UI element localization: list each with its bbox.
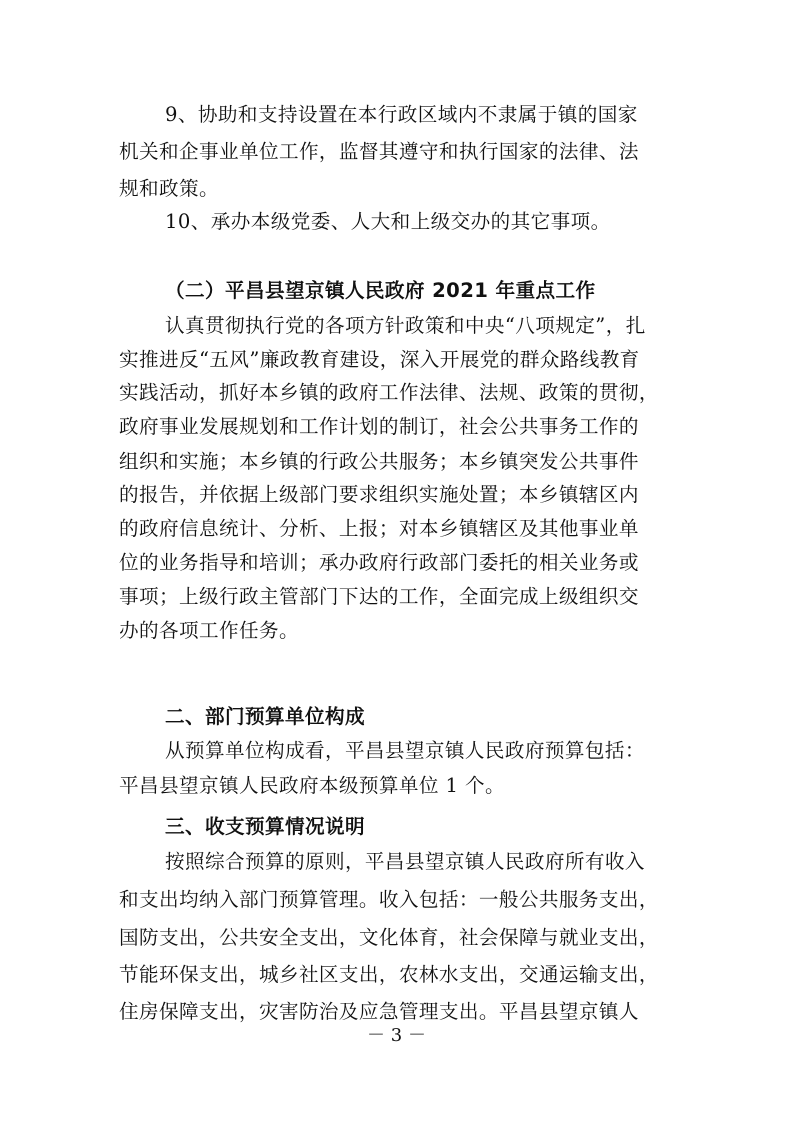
body-text-line: 住房保障支出，灾害防治及应急管理支出。平昌县望京镇人 [119, 1000, 639, 1023]
body-text-line: 规和政策。 [119, 177, 219, 200]
subheading: （二）平昌县望京镇人民政府 2021 年重点工作 [165, 279, 596, 302]
body-text-line: 国防支出，公共安全支出，文化体育，社会保障与就业支出， [119, 926, 659, 949]
body-text-line: 的报告，并依据上级部门要求组织实施处置；本乡镇辖区内 [119, 483, 639, 506]
section-heading: 二、部门预算单位构成 [165, 705, 365, 728]
section-heading: 三、收支预算情况说明 [165, 815, 365, 838]
body-text-line: 实践活动，抓好本乡镇的政府工作法律、法规、政策的贯彻， [119, 381, 659, 404]
body-text-line: 节能环保支出，城乡社区支出，农林水支出，交通运输支出， [119, 963, 659, 986]
page-number: － 3 － [367, 1025, 426, 1046]
body-text-line: 位的业务指导和培训；承办政府行政部门委托的相关业务或 [119, 551, 639, 574]
body-text-line: 实推进反“五风”廉政教育建设，深入开展党的群众路线教育 [119, 348, 640, 371]
body-text-line: 和支出均纳入部门预算管理。收入包括：一般公共服务支出， [119, 888, 659, 911]
body-text-line: 按照综合预算的原则，平昌县望京镇人民政府所有收入 [165, 850, 645, 873]
body-text-line: 的政府信息统计、分析、上报；对本乡镇辖区及其他事业单 [119, 517, 639, 540]
body-text-line: 政府事业发展规划和工作计划的制订，社会公共事务工作的 [119, 415, 639, 438]
body-text-line: 机关和企事业单位工作，监督其遵守和执行国家的法律、法 [119, 140, 639, 163]
body-text-line: 10、承办本级党委、人大和上级交办的其它事项。 [165, 210, 611, 233]
body-text-line: 9、协助和支持设置在本行政区域内不隶属于镇的国家 [165, 103, 638, 126]
body-text-line: 组织和实施；本乡镇的行政公共服务；本乡镇突发公共事件 [119, 450, 639, 473]
body-text-line: 办的各项工作任务。 [119, 619, 299, 642]
body-text-line: 从预算单位构成看，平昌县望京镇人民政府预算包括： [165, 739, 645, 762]
body-text-line: 平昌县望京镇人民政府本级预算单位 1 个。 [119, 774, 506, 797]
body-text-line: 事项；上级行政主管部门下达的工作，全面完成上级组织交 [119, 585, 639, 608]
body-text-line: 认真贯彻执行党的各项方针政策和中央“八项规定”，扎 [165, 314, 646, 337]
